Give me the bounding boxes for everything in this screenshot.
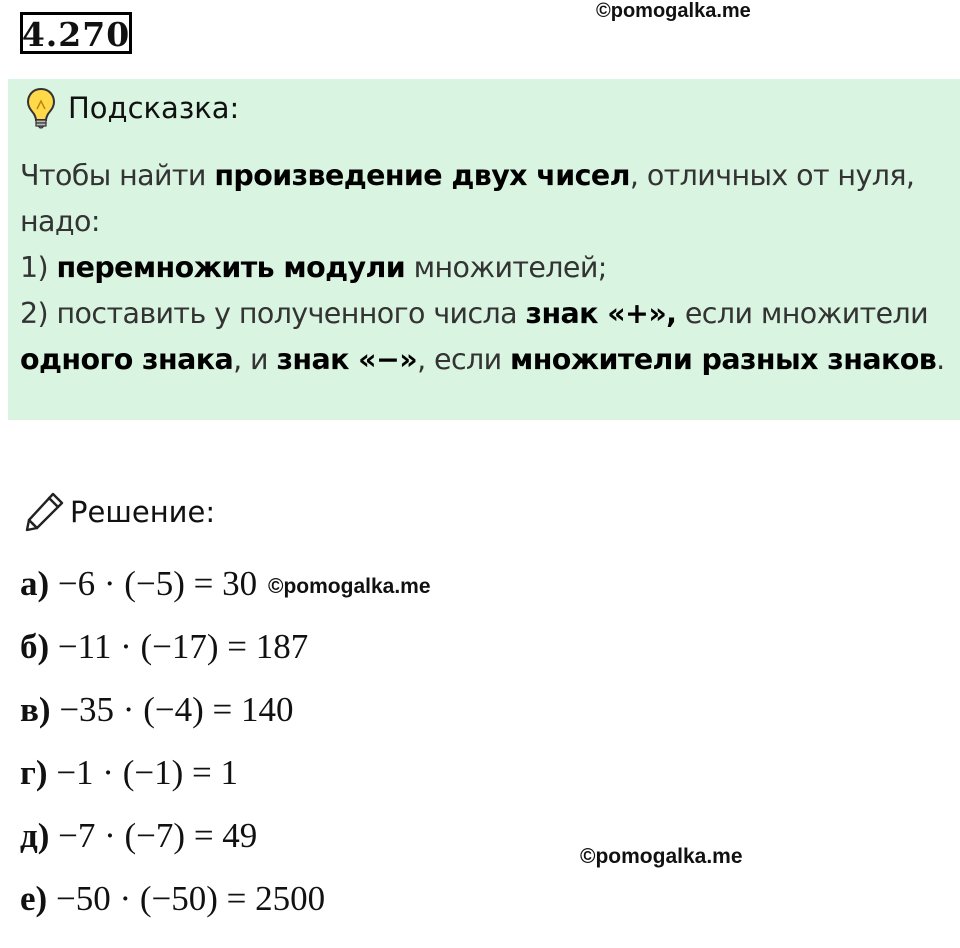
hint-bold-text: перемножить модули bbox=[56, 251, 406, 284]
watermark-top: ©pomogalka.me bbox=[596, 0, 751, 22]
item-label: а) bbox=[20, 564, 50, 603]
item-expression: −7 · (−7) = 49 bbox=[58, 816, 258, 855]
solution-item-e bbox=[20, 877, 325, 940]
hint-text: , и bbox=[233, 343, 277, 376]
item-label: в) bbox=[20, 690, 51, 729]
hint-bold-text: знак «+», bbox=[525, 297, 677, 330]
solution-list bbox=[20, 562, 325, 940]
item-label: б) bbox=[20, 627, 50, 666]
solution-item-v bbox=[20, 688, 325, 751]
hint-title: Подсказка: bbox=[68, 91, 240, 125]
pencil-icon bbox=[22, 490, 66, 534]
hint-text: множителей; bbox=[405, 251, 607, 284]
item-label: д) bbox=[20, 816, 50, 855]
hint-text: если множители bbox=[676, 297, 929, 330]
solution-header bbox=[22, 490, 215, 534]
hint-body bbox=[20, 153, 955, 383]
hint-text: , если bbox=[417, 343, 511, 376]
hint-header bbox=[26, 87, 239, 129]
solution-item-d bbox=[20, 814, 325, 877]
item-expression: −6 · (−5) = 30 bbox=[57, 564, 258, 603]
problem-number: 4.270 bbox=[20, 12, 132, 54]
hint-text: надо: bbox=[20, 205, 100, 238]
item-expression: −1 · (−1) = 1 bbox=[56, 753, 238, 792]
hint-bold-text: знак «−» bbox=[276, 343, 418, 376]
hint-text: 1) bbox=[20, 251, 57, 284]
hint-line-3 bbox=[20, 245, 955, 291]
hint-text: , отличных от нуля, bbox=[629, 159, 915, 192]
hint-panel bbox=[8, 79, 960, 420]
hint-text: Чтобы найти bbox=[20, 159, 215, 192]
hint-bold-text: одного знака bbox=[20, 343, 234, 376]
solution-item-b bbox=[20, 625, 325, 688]
solution-title: Решение: bbox=[70, 495, 216, 529]
hint-text: 2) поставить у полученного числа bbox=[20, 297, 526, 330]
item-expression: −35 · (−4) = 140 bbox=[59, 690, 294, 729]
watermark-bottom: ©pomogalka.me bbox=[580, 845, 743, 868]
hint-line-2 bbox=[20, 199, 955, 245]
hint-bold-text: произведение двух чисел bbox=[214, 159, 630, 192]
hint-line-5 bbox=[20, 337, 955, 383]
hint-bold-text: множители разных знаков bbox=[510, 343, 937, 376]
item-expression: −50 · (−50) = 2500 bbox=[55, 879, 326, 918]
hint-line-4 bbox=[20, 291, 955, 337]
item-label: е) bbox=[20, 879, 48, 918]
hint-line-1 bbox=[20, 153, 955, 199]
hint-text: . bbox=[936, 343, 945, 376]
item-expression: −11 · (−17) = 187 bbox=[57, 627, 309, 666]
lightbulb-icon bbox=[26, 87, 56, 129]
watermark-inline: ©pomogalka.me bbox=[268, 575, 431, 598]
solution-item-g bbox=[20, 751, 325, 814]
item-label: г) bbox=[20, 753, 48, 792]
